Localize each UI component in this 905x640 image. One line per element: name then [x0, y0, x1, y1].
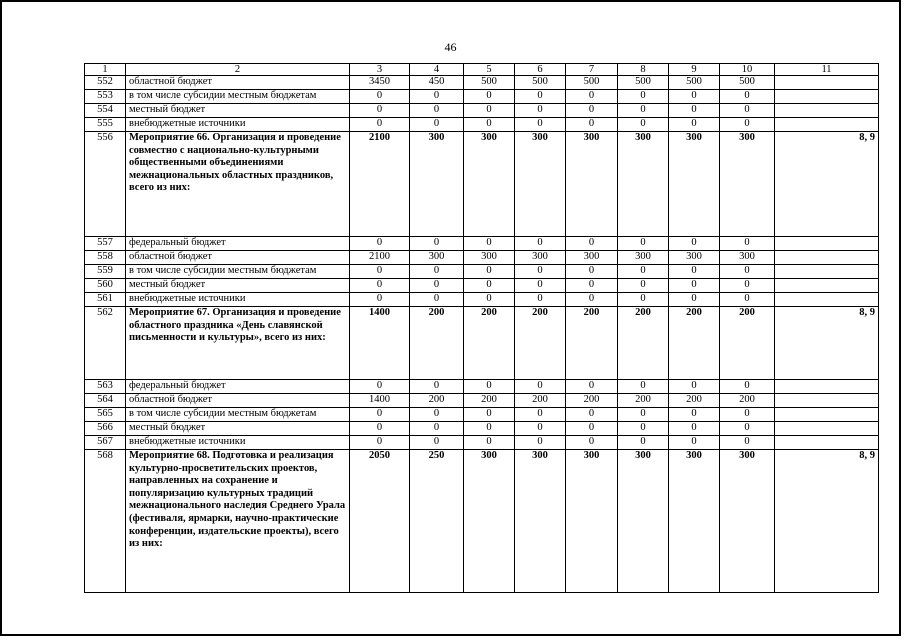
header-cell: 3	[350, 64, 410, 76]
value-cell: 0	[464, 90, 515, 104]
target-indicator-cell	[775, 118, 879, 132]
value-cell: 0	[464, 265, 515, 279]
value-cell: 0	[618, 279, 669, 293]
row-label: местный бюджет	[126, 279, 350, 293]
budget-table	[84, 63, 879, 593]
row-number: 563	[85, 380, 126, 394]
value-cell: 0	[515, 422, 566, 436]
row-label: областной бюджет	[126, 76, 350, 90]
value-cell: 300	[618, 251, 669, 265]
value-cell: 0	[720, 104, 775, 118]
row-number: 552	[85, 76, 126, 90]
table-row	[85, 408, 879, 422]
row-label: областной бюджет	[126, 251, 350, 265]
table-row	[85, 90, 879, 104]
value-cell: 500	[720, 76, 775, 90]
value-cell: 300	[515, 450, 566, 593]
target-indicator-cell	[775, 104, 879, 118]
table-header-row	[85, 64, 879, 76]
value-cell: 0	[669, 436, 720, 450]
value-cell: 0	[515, 265, 566, 279]
activity-row	[85, 307, 879, 380]
value-cell: 1400	[350, 307, 410, 380]
row-number: 565	[85, 408, 126, 422]
row-label: Мероприятие 67. Организация и проведение областного праздника «День славянской письменности и культуры», всего из них:	[126, 307, 350, 380]
row-label: местный бюджет	[126, 422, 350, 436]
target-indicator-cell	[775, 380, 879, 394]
value-cell: 0	[566, 380, 618, 394]
value-cell: 0	[720, 436, 775, 450]
target-indicator-cell	[775, 90, 879, 104]
row-label: в том числе субсидии местным бюджетам	[126, 90, 350, 104]
value-cell: 0	[410, 90, 464, 104]
value-cell: 0	[618, 118, 669, 132]
value-cell: 0	[669, 104, 720, 118]
value-cell: 0	[566, 408, 618, 422]
target-indicator-cell	[775, 394, 879, 408]
value-cell: 0	[410, 422, 464, 436]
value-cell: 300	[618, 450, 669, 593]
value-cell: 0	[410, 237, 464, 251]
table-row	[85, 279, 879, 293]
value-cell: 300	[566, 132, 618, 237]
row-number: 556	[85, 132, 126, 237]
page-number: 46	[444, 40, 457, 54]
value-cell: 0	[618, 90, 669, 104]
header-cell: 1	[85, 64, 126, 76]
value-cell: 0	[515, 436, 566, 450]
value-cell: 1400	[350, 394, 410, 408]
value-cell: 0	[350, 237, 410, 251]
value-cell: 200	[410, 307, 464, 380]
row-number: 566	[85, 422, 126, 436]
value-cell: 0	[350, 380, 410, 394]
value-cell: 300	[618, 132, 669, 237]
value-cell: 300	[410, 132, 464, 237]
value-cell: 500	[669, 76, 720, 90]
value-cell: 0	[720, 380, 775, 394]
row-number: 561	[85, 293, 126, 307]
target-indicator-cell: 8, 9	[775, 450, 879, 593]
value-cell: 0	[464, 436, 515, 450]
table-row	[85, 118, 879, 132]
value-cell: 200	[410, 394, 464, 408]
value-cell: 0	[618, 422, 669, 436]
row-number: 557	[85, 237, 126, 251]
table-row	[85, 394, 879, 408]
value-cell: 300	[669, 450, 720, 593]
value-cell: 300	[720, 132, 775, 237]
value-cell: 0	[618, 104, 669, 118]
target-indicator-cell	[775, 76, 879, 90]
value-cell: 0	[669, 265, 720, 279]
activity-row	[85, 450, 879, 593]
target-indicator-cell	[775, 251, 879, 265]
value-cell: 300	[669, 251, 720, 265]
value-cell: 0	[350, 118, 410, 132]
value-cell: 300	[669, 132, 720, 237]
value-cell: 0	[618, 380, 669, 394]
target-indicator-cell	[775, 293, 879, 307]
value-cell: 0	[669, 422, 720, 436]
value-cell: 0	[669, 237, 720, 251]
value-cell: 200	[669, 394, 720, 408]
row-label: внебюджетные источники	[126, 118, 350, 132]
value-cell: 0	[410, 380, 464, 394]
value-cell: 0	[410, 118, 464, 132]
row-number: 564	[85, 394, 126, 408]
value-cell: 0	[410, 293, 464, 307]
value-cell: 0	[464, 422, 515, 436]
value-cell: 2100	[350, 132, 410, 237]
header-cell: 5	[464, 64, 515, 76]
target-indicator-cell: 8, 9	[775, 132, 879, 237]
target-indicator-cell	[775, 237, 879, 251]
value-cell: 300	[464, 251, 515, 265]
value-cell: 0	[515, 293, 566, 307]
value-cell: 0	[350, 436, 410, 450]
table-row	[85, 76, 879, 90]
value-cell: 200	[669, 307, 720, 380]
value-cell: 0	[350, 293, 410, 307]
value-cell: 0	[669, 118, 720, 132]
table-row	[85, 104, 879, 118]
row-label: Мероприятие 66. Организация и проведение совместно с национально-культурными общественными объединениями межнациональных областных праздников, всего из них:	[126, 132, 350, 237]
row-label: внебюджетные источники	[126, 436, 350, 450]
value-cell: 0	[410, 279, 464, 293]
value-cell: 500	[515, 76, 566, 90]
value-cell: 450	[410, 76, 464, 90]
row-number: 567	[85, 436, 126, 450]
table-row	[85, 293, 879, 307]
value-cell: 0	[618, 265, 669, 279]
row-number: 554	[85, 104, 126, 118]
value-cell: 0	[566, 90, 618, 104]
target-indicator-cell	[775, 436, 879, 450]
value-cell: 2100	[350, 251, 410, 265]
header-cell: 9	[669, 64, 720, 76]
table-row	[85, 265, 879, 279]
target-indicator-cell	[775, 279, 879, 293]
value-cell: 0	[566, 436, 618, 450]
value-cell: 0	[350, 104, 410, 118]
value-cell: 200	[618, 307, 669, 380]
value-cell: 0	[464, 104, 515, 118]
row-number: 560	[85, 279, 126, 293]
value-cell: 0	[566, 293, 618, 307]
value-cell: 300	[566, 450, 618, 593]
value-cell: 0	[410, 436, 464, 450]
row-number: 555	[85, 118, 126, 132]
value-cell: 200	[720, 394, 775, 408]
value-cell: 200	[618, 394, 669, 408]
value-cell: 0	[618, 293, 669, 307]
value-cell: 0	[350, 279, 410, 293]
value-cell: 0	[669, 90, 720, 104]
value-cell: 300	[464, 450, 515, 593]
value-cell: 0	[669, 293, 720, 307]
activity-row	[85, 132, 879, 237]
table-row	[85, 436, 879, 450]
value-cell: 0	[720, 408, 775, 422]
header-cell: 6	[515, 64, 566, 76]
header-cell: 7	[566, 64, 618, 76]
value-cell: 0	[464, 118, 515, 132]
row-label: областной бюджет	[126, 394, 350, 408]
header-cell: 11	[775, 64, 879, 76]
value-cell: 0	[669, 380, 720, 394]
header-cell: 4	[410, 64, 464, 76]
value-cell: 0	[566, 279, 618, 293]
value-cell: 300	[720, 251, 775, 265]
value-cell: 0	[410, 408, 464, 422]
value-cell: 0	[669, 408, 720, 422]
value-cell: 0	[720, 293, 775, 307]
header-cell: 2	[126, 64, 350, 76]
row-label: федеральный бюджет	[126, 380, 350, 394]
value-cell: 0	[464, 408, 515, 422]
value-cell: 0	[350, 408, 410, 422]
value-cell: 0	[515, 90, 566, 104]
row-number: 568	[85, 450, 126, 593]
value-cell: 300	[566, 251, 618, 265]
value-cell: 2050	[350, 450, 410, 593]
value-cell: 0	[515, 237, 566, 251]
value-cell: 0	[464, 279, 515, 293]
value-cell: 200	[515, 307, 566, 380]
value-cell: 0	[410, 104, 464, 118]
target-indicator-cell	[775, 265, 879, 279]
value-cell: 500	[464, 76, 515, 90]
value-cell: 0	[515, 408, 566, 422]
row-label: внебюджетные источники	[126, 293, 350, 307]
target-indicator-cell: 8, 9	[775, 307, 879, 380]
value-cell: 0	[566, 237, 618, 251]
table-row	[85, 422, 879, 436]
value-cell: 250	[410, 450, 464, 593]
value-cell: 0	[515, 104, 566, 118]
value-cell: 0	[515, 380, 566, 394]
value-cell: 300	[720, 450, 775, 593]
value-cell: 0	[566, 104, 618, 118]
row-label: федеральный бюджет	[126, 237, 350, 251]
value-cell: 200	[515, 394, 566, 408]
header-cell: 8	[618, 64, 669, 76]
value-cell: 300	[515, 132, 566, 237]
value-cell: 3450	[350, 76, 410, 90]
value-cell: 0	[720, 90, 775, 104]
value-cell: 0	[720, 265, 775, 279]
value-cell: 0	[566, 422, 618, 436]
value-cell: 0	[350, 265, 410, 279]
value-cell: 0	[410, 265, 464, 279]
row-label: местный бюджет	[126, 104, 350, 118]
header-cell: 10	[720, 64, 775, 76]
row-number: 553	[85, 90, 126, 104]
value-cell: 200	[566, 307, 618, 380]
value-cell: 0	[566, 265, 618, 279]
value-cell: 200	[566, 394, 618, 408]
row-label: в том числе субсидии местным бюджетам	[126, 265, 350, 279]
row-number: 562	[85, 307, 126, 380]
value-cell: 300	[410, 251, 464, 265]
value-cell: 0	[618, 436, 669, 450]
value-cell: 200	[720, 307, 775, 380]
value-cell: 200	[464, 307, 515, 380]
target-indicator-cell	[775, 408, 879, 422]
value-cell: 0	[669, 279, 720, 293]
value-cell: 0	[720, 118, 775, 132]
value-cell: 500	[618, 76, 669, 90]
value-cell: 0	[515, 118, 566, 132]
value-cell: 0	[464, 380, 515, 394]
row-label: Мероприятие 68. Подготовка и реализация культурно-просветительских проектов, направленных на сохранение и популяризацию культурных традиций межнационального наследия Среднего Урала (фестиваля, ярмарки, научно-практические конференции, издательские проекты), всего из них:	[126, 450, 350, 593]
value-cell: 0	[618, 408, 669, 422]
value-cell: 300	[464, 132, 515, 237]
value-cell: 0	[720, 237, 775, 251]
value-cell: 300	[515, 251, 566, 265]
value-cell: 0	[464, 237, 515, 251]
table-row	[85, 237, 879, 251]
value-cell: 0	[566, 118, 618, 132]
value-cell: 0	[720, 279, 775, 293]
value-cell: 0	[350, 90, 410, 104]
row-number: 558	[85, 251, 126, 265]
table-row	[85, 251, 879, 265]
value-cell: 0	[720, 422, 775, 436]
value-cell: 200	[464, 394, 515, 408]
table-row	[85, 380, 879, 394]
row-label: в том числе субсидии местным бюджетам	[126, 408, 350, 422]
row-number: 559	[85, 265, 126, 279]
value-cell: 0	[618, 237, 669, 251]
value-cell: 0	[515, 279, 566, 293]
value-cell: 0	[464, 293, 515, 307]
target-indicator-cell	[775, 422, 879, 436]
value-cell: 500	[566, 76, 618, 90]
value-cell: 0	[350, 422, 410, 436]
